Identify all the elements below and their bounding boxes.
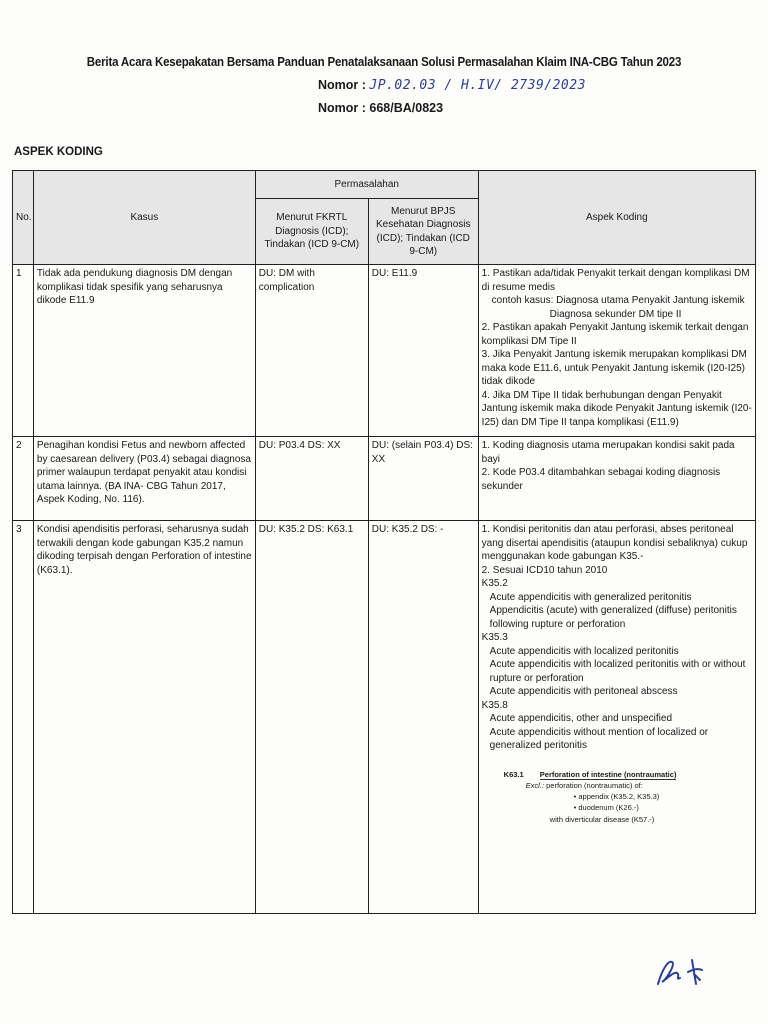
aspek-koding-table — [12, 170, 756, 914]
row-kasus: Tidak ada pendukung diagnosis DM dengan komplikasi tidak spesifik yang seharusnya dikode E11.9 — [33, 265, 255, 437]
aspek-step: 2. Sesuai ICD10 tahun 2010 — [481, 564, 608, 576]
document-title: Berita Acara Kesepakatan Bersama Panduan Penatalaksanaan Solusi Permasalahan Klaim INA-CBG Tahun 2023 — [86, 55, 682, 69]
excerpt-item: • duodenum (K26.-) — [573, 803, 639, 813]
aspek-step: 3. Jika Penyakit Jantung iskemik merupakan komplikasi DM maka kode E11.6, untuk Penyakit Jantung iskemik (I20-I25) tidak dikode — [481, 349, 747, 387]
icd-description: Acute appendicitis with peritoneal abscess — [489, 686, 678, 697]
icd-description: Acute appendicitis without mention of localized or generalized peritonitis — [489, 726, 709, 751]
aspek-example: Diagnosa sekunder DM tipe II — [549, 308, 682, 320]
row-fkrtl: DU: DM with complication — [255, 265, 368, 437]
aspek-example: contoh kasus: Diagnosa utama Penyakit Jantung iskemik — [491, 295, 745, 306]
aspek-step: 1. Kondisi peritonitis dan atau perforasi, abses peritoneal yang disertai apendisitis (ataupun kondisi sebaliknya) cukup menggunakan kode gabungan K35.- — [481, 524, 748, 562]
excerpt-code: K63.1 — [503, 769, 524, 779]
icd-description: Acute appendicitis, other and unspecified — [489, 713, 673, 724]
excerpt-excl-label: Excl.: — [525, 780, 545, 790]
table-row — [13, 265, 756, 437]
row-kasus: Penagihan kondisi Fetus and newborn affected by caesarean delivery (P03.4) sebagai diagnosa primer walaupun terdapat penyakit atau kondisi utama lainnya. (BA INA- CBG Tahun 2017, Aspek Koding, No. 116). — [33, 437, 255, 521]
aspek-step: 2. Kode P03.4 ditambahkan sebagai koding diagnosis sekunder — [481, 467, 721, 492]
row-fkrtl: DU: P03.4 DS: XX — [255, 437, 368, 521]
nomor-handwritten: JP.02.03 / H.IV/ 2739/2023 — [369, 78, 586, 93]
aspek-step: 1. Pastikan ada/tidak Penyakit terkait dengan komplikasi DM di resume medis — [481, 268, 750, 293]
icd-description: Acute appendicitis with localized peritonitis with or without rupture or perforation — [489, 659, 746, 684]
row-no: 3 — [13, 521, 34, 914]
table-row — [13, 437, 756, 521]
header-fkrtl: Menurut FKRTL Diagnosis (ICD); Tindakan (ICD 9-CM) — [255, 199, 368, 265]
signature-initials-icon — [652, 950, 712, 990]
nomor-line-2: Nomor : 668/BA/0823 — [318, 101, 444, 115]
section-title: ASPEK KODING — [14, 146, 103, 158]
excerpt-excl-text: perforation (nontraumatic) of: — [546, 780, 643, 790]
header-kasus: Kasus — [33, 171, 255, 265]
icd-code: K35.2 — [481, 578, 508, 589]
icd-description: Acute appendicitis with localized peritonitis — [489, 645, 679, 657]
icd-description: Acute appendicitis with generalized peritonitis — [489, 591, 692, 603]
row-bpjs: DU: (selain P03.4) DS: XX — [368, 437, 478, 521]
excerpt-item: • appendix (K35.2, K35.3) — [573, 792, 660, 801]
header-permasalahan: Permasalahan — [255, 171, 478, 199]
row-aspek — [478, 437, 755, 521]
row-no: 1 — [13, 265, 34, 437]
row-kasus: Kondisi apendisitis perforasi, seharusnya sudah terwakili dengan kode gabungan K35.2 namun dikoding terpisah dengan Perforation of intestine (K63.1). — [33, 521, 255, 914]
row-aspek — [478, 265, 755, 437]
icd-excerpt — [504, 769, 752, 825]
aspek-step: 1. Koding diagnosis utama merupakan kondisi sakit pada bayi — [481, 440, 735, 465]
table-row — [13, 521, 756, 914]
nomor-line-1 — [318, 78, 586, 93]
row-aspek — [478, 521, 755, 914]
icd-code: K35.8 — [481, 699, 508, 711]
nomor-label: Nomor : — [318, 78, 366, 92]
row-bpjs: DU: K35.2 DS: - — [368, 521, 478, 914]
aspek-step: 4. Jika DM Tipe II tidak berhubungan dengan Penyakit Jantung iskemik maka dikode Penyakit Jantung iskemik (I20-I25) dan DM Tipe II tanpa komplikasi (E11.9) — [481, 389, 752, 428]
icd-description: Appendicitis (acute) with generalized (diffuse) peritonitis following rupture or perforation — [489, 605, 737, 630]
icd-code: K35.3 — [481, 632, 508, 643]
excerpt-title: Perforation of intestine (nontraumatic) — [539, 769, 677, 779]
row-bpjs: DU: E11.9 — [368, 265, 478, 437]
header-aspek-koding: Aspek Koding — [478, 171, 755, 265]
excerpt-item: with diverticular disease (K57.-) — [549, 814, 655, 824]
row-no: 2 — [13, 437, 34, 521]
aspek-step: 2. Pastikan apakah Penyakit Jantung iskemik terkait dengan komplikasi DM Tipe II — [481, 322, 749, 347]
row-fkrtl: DU: K35.2 DS: K63.1 — [255, 521, 368, 914]
header-bpjs: Menurut BPJS Kesehatan Diagnosis (ICD); Tindakan (ICD 9-CM) — [368, 199, 478, 265]
header-no: No. — [13, 171, 34, 265]
